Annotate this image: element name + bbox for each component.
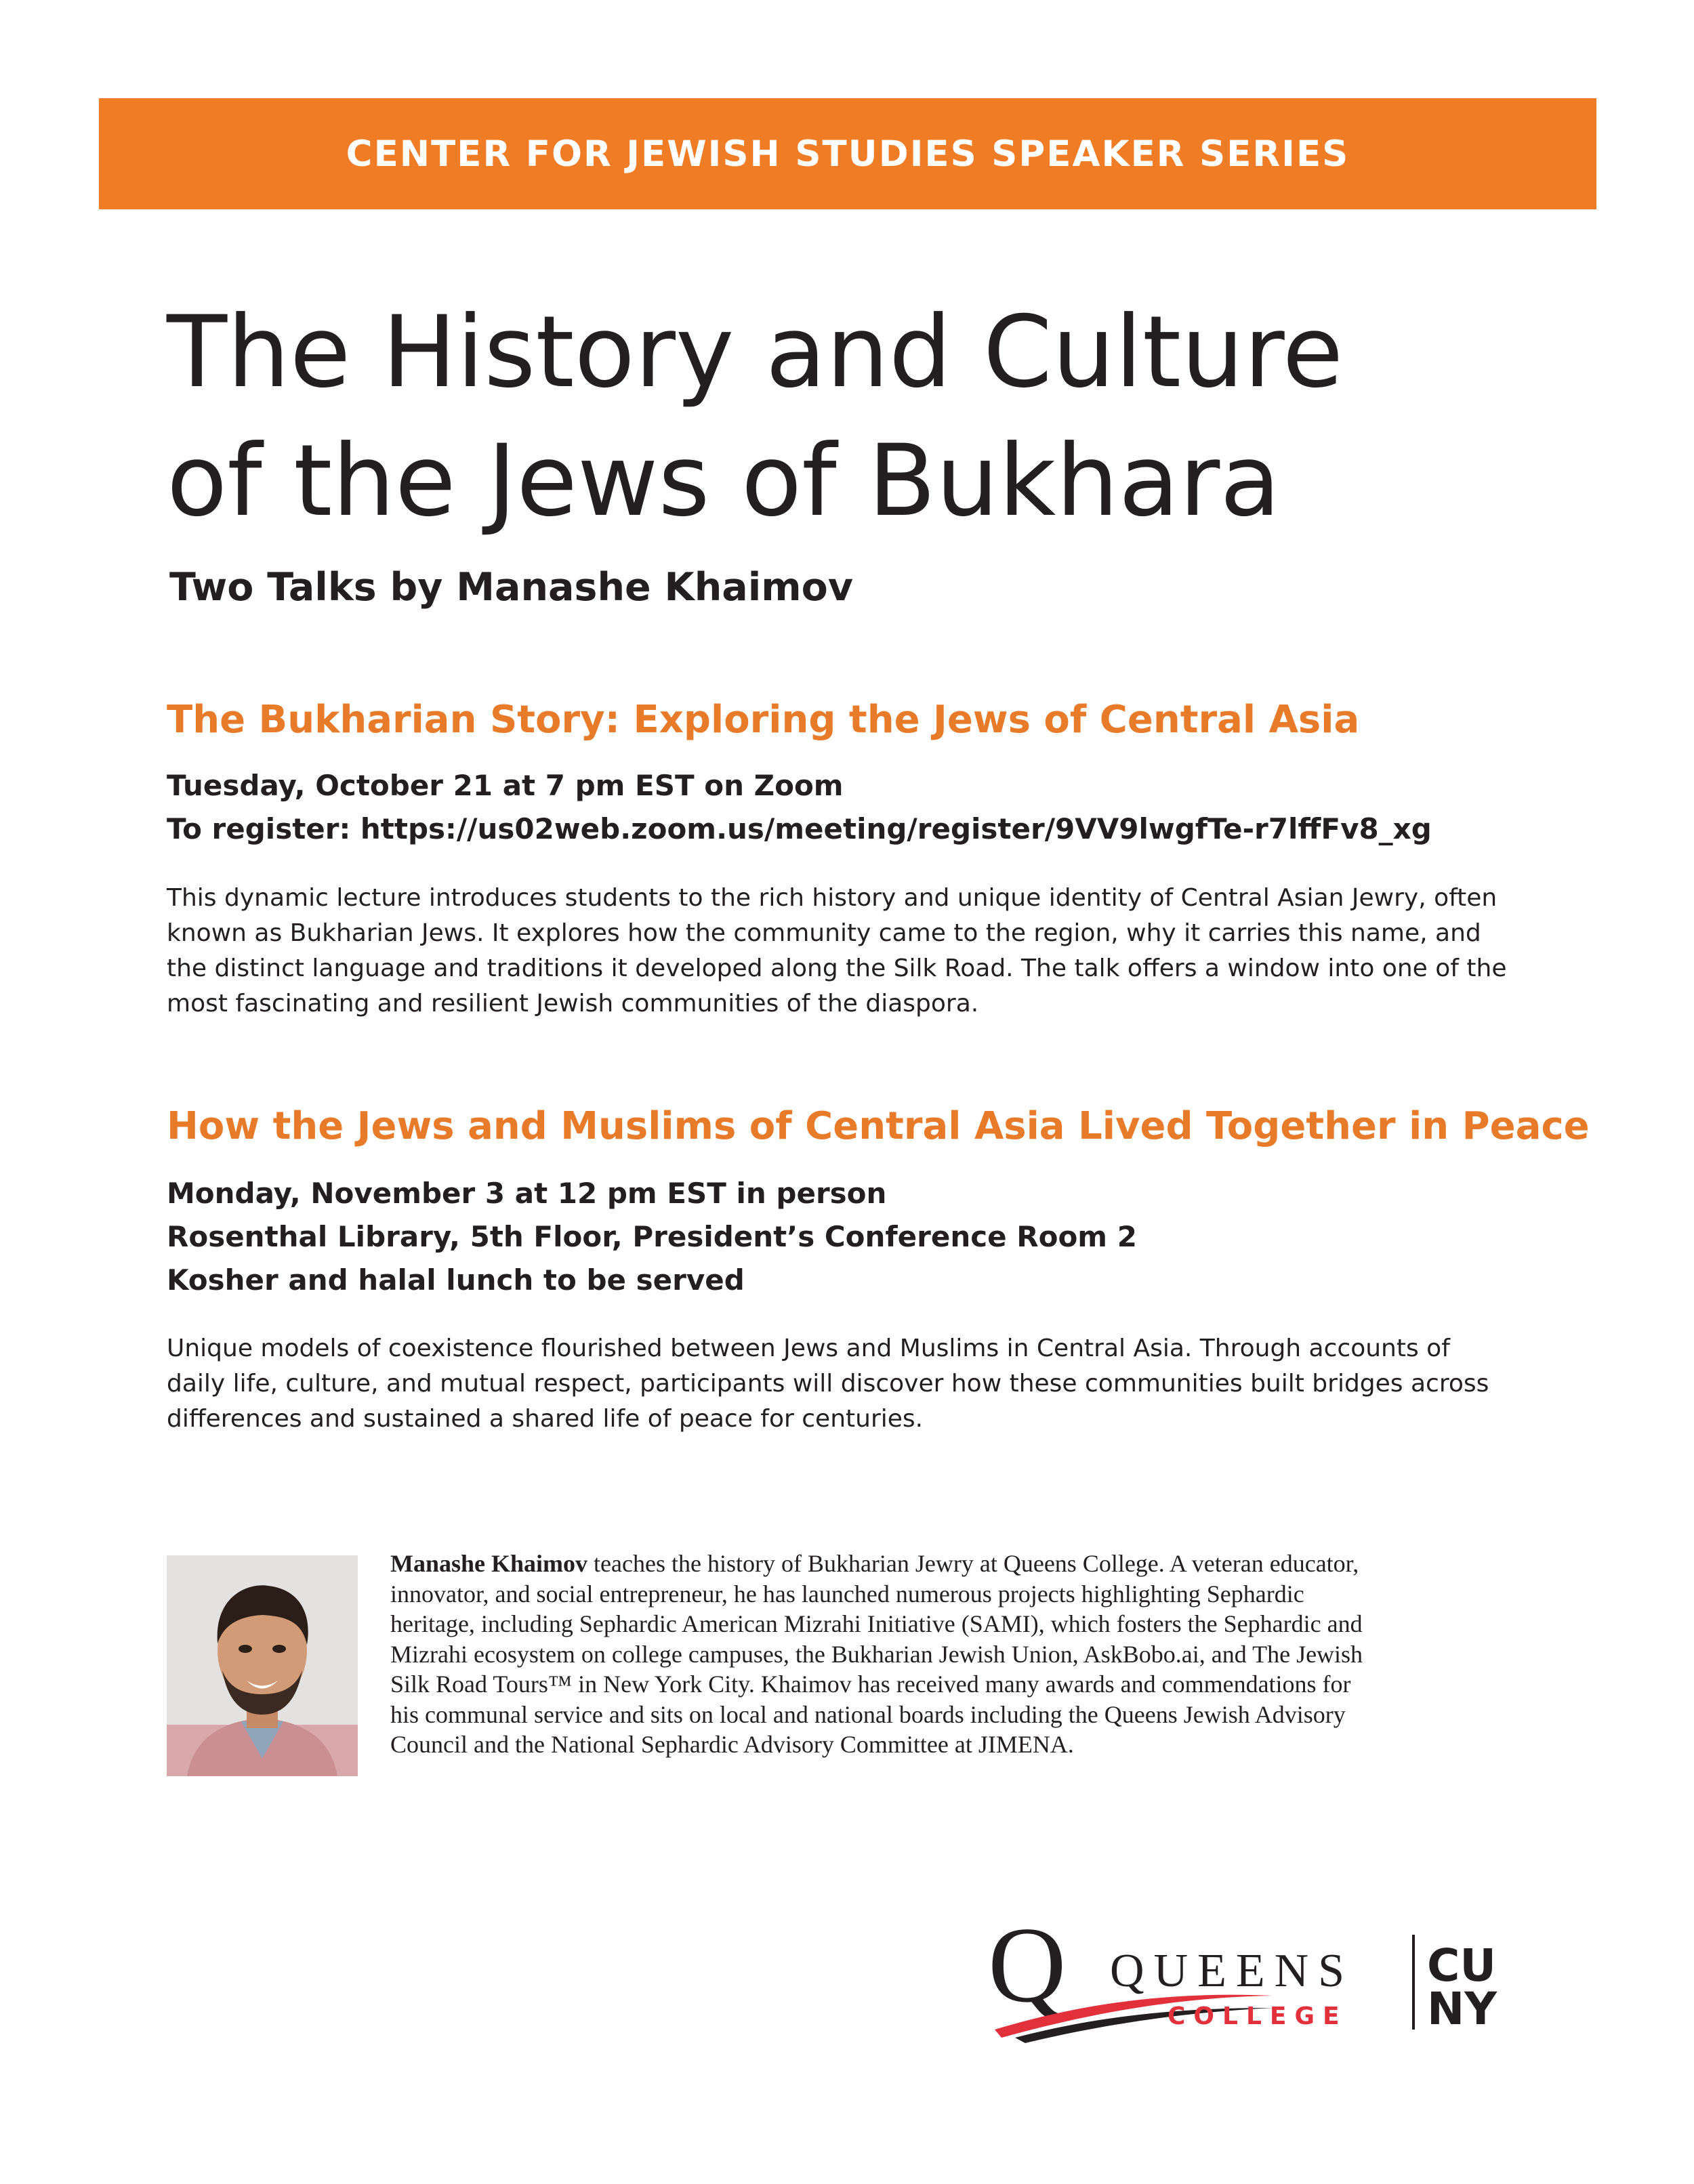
speaker-bio-line: heritage, including Sephardic American Mizrahi Initiative (SAMI), which fosters the Sephardic and [390, 1610, 1363, 1637]
speaker-bio-line: Mizrahi ecosystem on college campuses, the Bukharian Jewish Union, AskBobo.ai, and The Jewish [390, 1640, 1363, 1668]
logo-college-word: COLLEGE [1168, 2002, 1348, 2030]
logo-queens-word: QUEENS [1110, 1945, 1355, 1997]
talk-1-details [167, 764, 1590, 851]
series-banner [99, 98, 1596, 209]
talk-2-food-note: Kosher and halal lunch to be served [167, 1263, 745, 1297]
talk-1-description-line: This dynamic lecture introduces students to the rich history and unique identity of Central Asian Jewry, often [167, 884, 1497, 912]
talk-2-title: How the Jews and Muslims of Central Asia Lived Together in Peace [167, 1104, 1590, 1148]
talk-1-description [167, 881, 1522, 1022]
speaker-bio-line: Silk Road Tours™ in New York City. Khaimov has received many awards and commendations for [390, 1671, 1351, 1698]
speaker-name: Manashe Khaimov [390, 1550, 588, 1577]
speaker-bio-line: his communal service and sits on local and national boards including the Queens Jewish Advisory [390, 1700, 1346, 1728]
talk-2-description-line: differences and sustained a shared life of peace for centuries. [167, 1405, 924, 1433]
logo-divider [1412, 1935, 1415, 2030]
talk-2-description-line: daily life, culture, and mutual respect, participants will discover how these communities built bridges across [167, 1370, 1489, 1398]
logo-cuny-bottom: NY [1427, 1983, 1497, 2035]
talk-2-details [167, 1172, 1590, 1302]
speaker-bio-line: innovator, and social entrepreneur, he has launched numerous projects highlighting Sephardic [390, 1580, 1304, 1608]
talk-1-description-line: the distinct language and traditions it developed along the Silk Road. The talk offers a window into one of the [167, 954, 1507, 982]
speaker-bio-line [390, 1549, 1515, 1579]
logo-cuny-top: CU [1427, 1939, 1497, 1992]
queens-college-cuny-logo [988, 1921, 1523, 2050]
speaker-bio-first-line: teaches the history of Bukharian Jewry at Queens College. A veteran educator, [587, 1550, 1359, 1577]
talk-2-description-line: Unique models of coexistence flourished between Jews and Muslims in Central Asia. Through accounts of [167, 1335, 1450, 1362]
speaker-photo [167, 1555, 358, 1776]
logo-q-letter: Q [988, 1921, 1067, 2025]
event-title-line-1: The History and Culture [167, 295, 1344, 410]
talk-2-date: Monday, November 3 at 12 pm EST in person [167, 1177, 887, 1210]
speaker-bio [390, 1549, 1515, 1760]
event-title [167, 288, 1590, 545]
series-banner-text: CENTER FOR JEWISH STUDIES SPEAKER SERIES [346, 133, 1350, 175]
talk-1-description-line: known as Bukharian Jews. It explores how the community came to the region, why it carries this name, and [167, 919, 1481, 947]
talk-1-date: Tuesday, October 21 at 7 pm EST on Zoom [167, 769, 844, 802]
talk-1-register-link[interactable]: To register: https://us02web.zoom.us/meeting/register/9VV9lwgfTe-r7lffFv8_xg [167, 812, 1432, 845]
speaker-bio-line: Council and the National Sephardic Advisory Committee at JIMENA. [390, 1731, 1074, 1758]
talk-2-description [167, 1331, 1522, 1437]
event-title-line-2: of the Jews of Bukhara [167, 423, 1281, 539]
talk-2-location: Rosenthal Library, 5th Floor, President’s Conference Room 2 [167, 1220, 1137, 1253]
talk-1-description-line: most fascinating and resilient Jewish communities of the diaspora. [167, 990, 979, 1017]
talk-1-title: The Bukharian Story: Exploring the Jews of Central Asia [167, 698, 1360, 742]
event-subtitle: Two Talks by Manashe Khaimov [169, 565, 853, 610]
